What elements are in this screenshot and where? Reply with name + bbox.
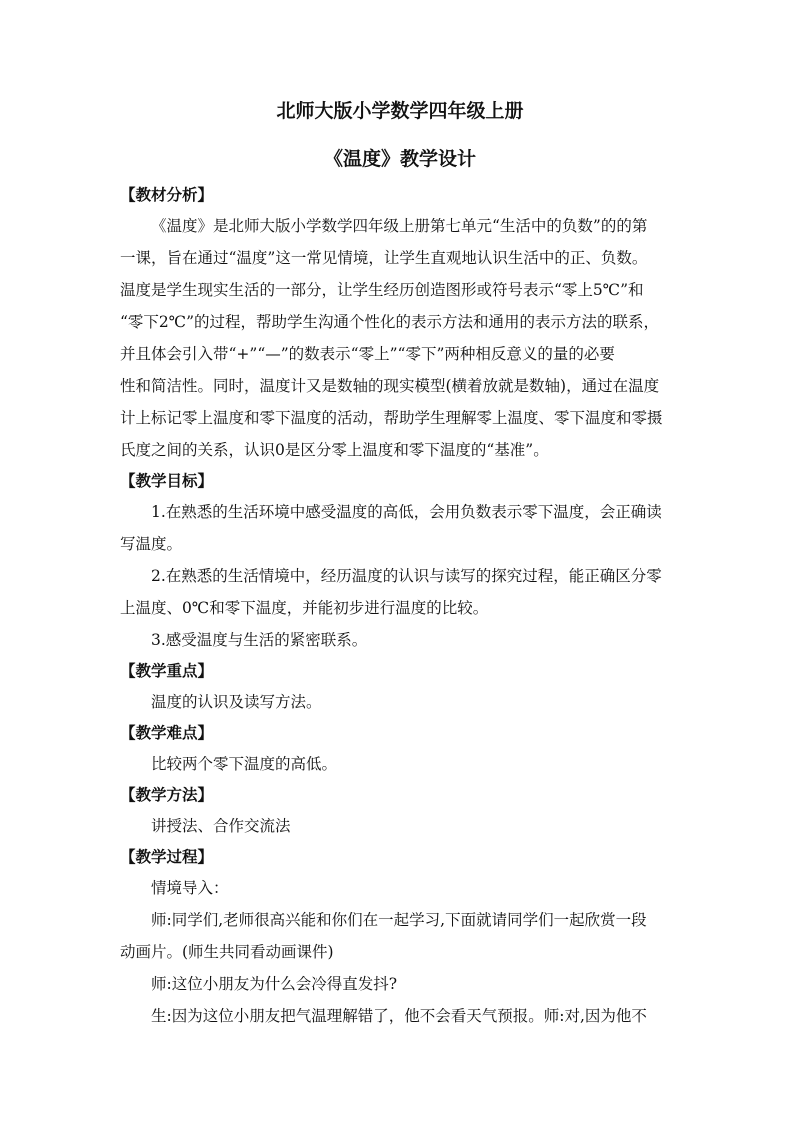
body-line: 计上标记零上温度和零下温度的活动，帮助学生理解零上温度、零下温度和零摄: [120, 409, 663, 427]
body-line: 温度是学生现实生活的一部分，让学生经历创造图形或符号表示“零上5℃”和: [120, 281, 644, 299]
goal-item-1-line2: 写温度。: [120, 535, 183, 553]
document-title-line1: 北师大版小学数学四年级上册: [276, 100, 524, 122]
section-heading-material-analysis: 【教材分析】: [120, 185, 214, 204]
goal-item-2-line2: 上温度、0℃和零下温度，并能初步进行温度的比较。: [120, 599, 489, 617]
section-heading-methods: 【教学方法】: [120, 785, 214, 804]
process-p1-line1: 师:同学们,老师很高兴能和你们在一起学习,下面就请同学们一起欣赏一段: [151, 911, 647, 929]
process-p2: 师:这位小朋友为什么会冷得直发抖?: [151, 975, 398, 993]
process-p3: 生:因为这位小朋友把气温理解错了，他不会看天气预报。师:对,因为他不: [151, 1007, 647, 1025]
process-p1-line2: 动画片。(师生共同看动画课件): [120, 943, 334, 961]
goal-item-3: 3.感受温度与生活的紧密联系。: [151, 631, 368, 649]
body-line: 性和简洁性。同时，温度计又是数轴的现实模型(横着放就是数轴)，通过在温度: [120, 377, 660, 395]
body-line: 氏度之间的关系，认识0是区分零上温度和零下温度的“基准”。: [120, 441, 549, 459]
section-heading-process: 【教学过程】: [120, 847, 214, 866]
section-heading-key-points: 【教学重点】: [120, 661, 214, 680]
key-points-text: 温度的认识及读写方法。: [151, 693, 322, 711]
goal-item-2-line1: 2.在熟悉的生活情境中，经历温度的认识与读写的探究过程，能正确区分零: [151, 567, 662, 585]
body-line: “零下2℃”的过程，帮助学生沟通个性化的表示方法和通用的表示方法的联系，: [120, 313, 660, 331]
difficulties-text: 比较两个零下温度的高低。: [151, 755, 338, 773]
section-heading-teaching-goals: 【教学目标】: [120, 471, 214, 490]
document-title-line2: 《温度》教学设计: [323, 148, 476, 170]
body-line: 一课，旨在通过“温度”这一常见情境，让学生直观地认识生活中的正、负数。: [120, 249, 648, 267]
methods-text: 讲授法、合作交流法: [151, 817, 291, 835]
body-line: 并且体会引入带“+”“—”的数表示“零上”“零下”两种相反意义的量的必要: [120, 345, 615, 363]
document-content: [120, 96, 680, 1032]
body-line: 《温度》是北师大版小学数学四年级上册第七单元“生活中的负数”的的第: [151, 217, 648, 235]
section-heading-difficulties: 【教学难点】: [120, 723, 214, 742]
goal-item-1-line1: 1.在熟悉的生活环境中感受温度的高低，会用负数表示零下温度，会正确读: [151, 503, 662, 521]
process-intro: 情境导入：: [151, 879, 229, 897]
